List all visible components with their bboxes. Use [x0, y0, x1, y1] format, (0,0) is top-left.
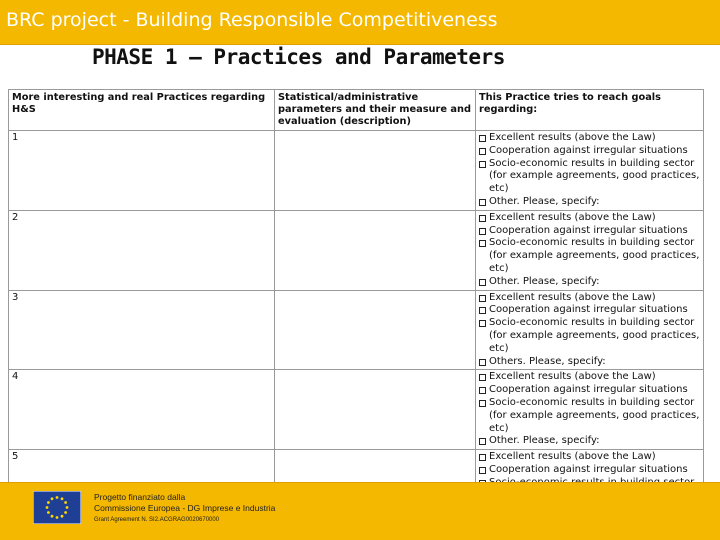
option-label: Socio-economic results in building sector (for example agreements, good practices, etc) [489, 317, 700, 354]
checkbox[interactable] [479, 279, 486, 286]
option-label: Cooperation against irregular situations [489, 304, 688, 316]
column-header-practices: More interesting and real Practices regarding H&S [9, 90, 275, 131]
table-header-row [9, 90, 704, 131]
goal-option[interactable] [479, 212, 700, 225]
option-label: Socio-economic results in building sector (for example agreements, good practices, etc) [489, 237, 700, 274]
goal-option[interactable] [479, 435, 700, 448]
footer-grant-text: Grant Agreement N. SI2.ACGRAG0020670000 [94, 517, 220, 523]
goal-option[interactable] [479, 371, 700, 384]
checkbox[interactable] [479, 199, 486, 206]
checkbox[interactable] [479, 295, 486, 302]
option-label: Cooperation against irregular situations [489, 463, 688, 475]
checkbox[interactable] [479, 438, 486, 445]
option-label: Excellent results (above the Law) [489, 132, 656, 143]
checkbox[interactable] [479, 228, 486, 235]
option-label: Cooperation against irregular situations [489, 144, 688, 156]
goal-option[interactable] [479, 317, 700, 355]
row-number: 4 [12, 371, 19, 383]
goals-cell [476, 131, 704, 211]
option-label: Other. Please, specify: [489, 435, 600, 447]
checkbox[interactable] [479, 240, 486, 247]
checkbox[interactable] [479, 387, 486, 394]
header-bar [0, 0, 720, 44]
option-label: Excellent results (above the Law) [489, 371, 656, 383]
goal-option[interactable] [479, 451, 700, 464]
option-label: Socio-economic results in building sector (for example agreements, good practices, etc) [489, 396, 700, 434]
checkbox[interactable] [479, 320, 486, 327]
goal-option[interactable] [479, 464, 700, 477]
checkbox[interactable] [479, 161, 486, 168]
option-label: Others. Please, specify: [489, 355, 606, 367]
goal-option[interactable] [479, 292, 700, 305]
checkbox[interactable] [479, 307, 486, 314]
goal-option[interactable] [479, 237, 700, 275]
page-title: PHASE 1 – Practices and Parameters [92, 45, 505, 69]
goal-option[interactable] [479, 356, 700, 369]
table-row [9, 290, 704, 370]
goal-option[interactable] [479, 276, 700, 289]
footer-funding-text: Progetto finanziato dalla [94, 492, 186, 502]
row-number: 1 [12, 132, 19, 143]
goals-cell [476, 210, 704, 290]
column-header-goals: This Practice tries to reach goals regarding: [476, 90, 704, 131]
checkbox[interactable] [479, 359, 486, 366]
goal-option[interactable] [479, 384, 700, 397]
table-row [9, 131, 704, 211]
table-row [9, 370, 704, 450]
checkbox[interactable] [479, 148, 486, 155]
option-label: Socio-economic results in building sector (for example agreements, good practices, etc) [489, 157, 700, 195]
parameters-cell[interactable] [275, 370, 476, 450]
checkbox[interactable] [479, 135, 486, 142]
practice-cell[interactable] [9, 290, 275, 370]
checkbox[interactable] [479, 454, 486, 461]
goal-option[interactable] [479, 304, 700, 317]
column-header-parameters: Statistical/administrative parameters and their measure and evaluation (description) [275, 90, 476, 131]
option-label: Excellent results (above the Law) [489, 211, 656, 223]
goal-option[interactable] [479, 158, 700, 196]
option-label: Excellent results (above the Law) [489, 451, 656, 463]
goal-option[interactable] [479, 145, 700, 158]
practices-table [8, 89, 704, 530]
row-number: 5 [12, 451, 19, 463]
practice-cell[interactable] [9, 131, 275, 211]
practice-cell[interactable] [9, 210, 275, 290]
checkbox[interactable] [479, 215, 486, 222]
goal-option[interactable] [479, 132, 700, 145]
table-row [9, 210, 704, 290]
option-label: Other. Please, specify: [489, 275, 600, 287]
parameters-cell[interactable] [275, 210, 476, 290]
parameters-cell[interactable] [275, 131, 476, 211]
practice-cell[interactable] [9, 370, 275, 450]
row-number: 3 [12, 291, 19, 303]
footer-commission-text: Commissione Europea - DG Imprese e Industria [94, 503, 276, 513]
option-label: Cooperation against irregular situations [489, 224, 688, 236]
eu-flag-icon [33, 491, 81, 524]
option-label: Other. Please, specify: [489, 195, 600, 207]
row-number: 2 [12, 211, 19, 223]
parameters-cell[interactable] [275, 290, 476, 370]
goal-option[interactable] [479, 397, 700, 435]
goals-cell [476, 290, 704, 370]
checkbox[interactable] [479, 400, 486, 407]
option-label: Excellent results (above the Law) [489, 291, 656, 303]
checkbox[interactable] [479, 467, 486, 474]
goal-option[interactable] [479, 225, 700, 238]
goal-option[interactable] [479, 196, 700, 209]
goals-cell [476, 370, 704, 450]
option-label: Cooperation against irregular situations [489, 384, 688, 396]
checkbox[interactable] [479, 374, 486, 381]
header-title: BRC project - Building Responsible Competitiveness [6, 9, 498, 31]
